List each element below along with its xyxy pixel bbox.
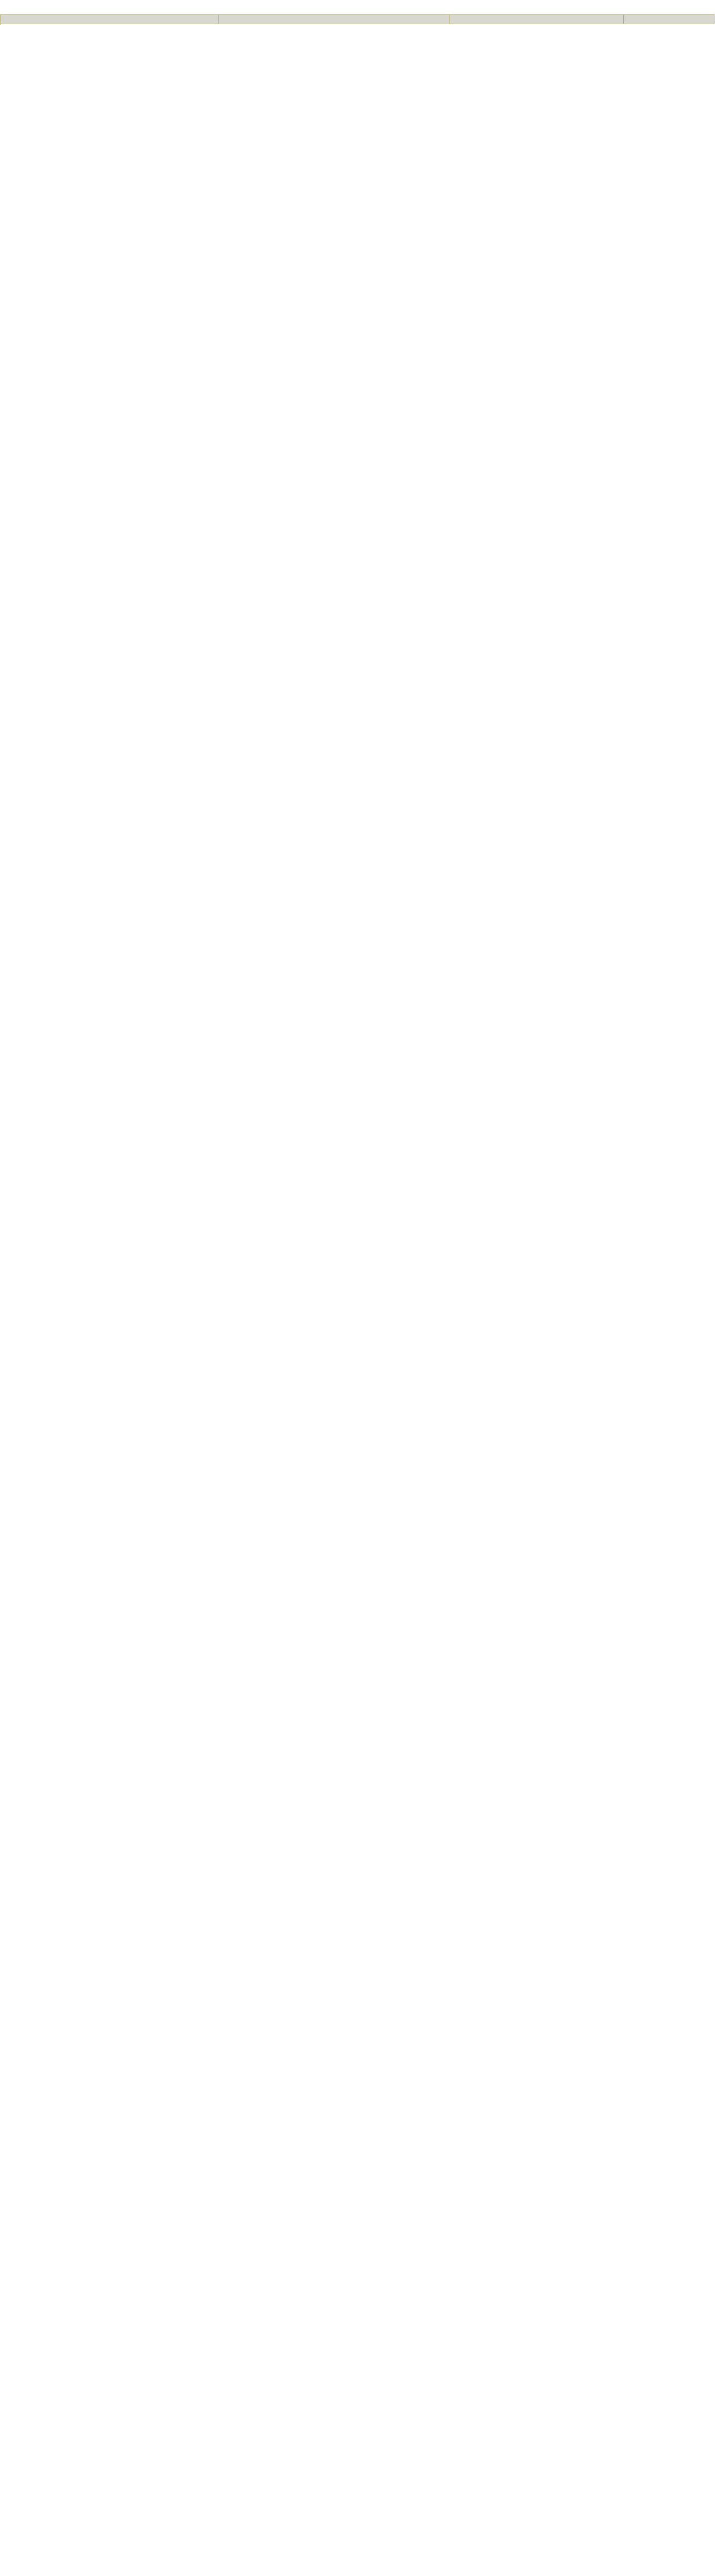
column-header-growth (624, 15, 714, 24)
indicator-table (0, 14, 714, 24)
column-header-item (1, 15, 219, 24)
column-header-aggregate (218, 15, 450, 24)
column-header-index (450, 15, 624, 24)
